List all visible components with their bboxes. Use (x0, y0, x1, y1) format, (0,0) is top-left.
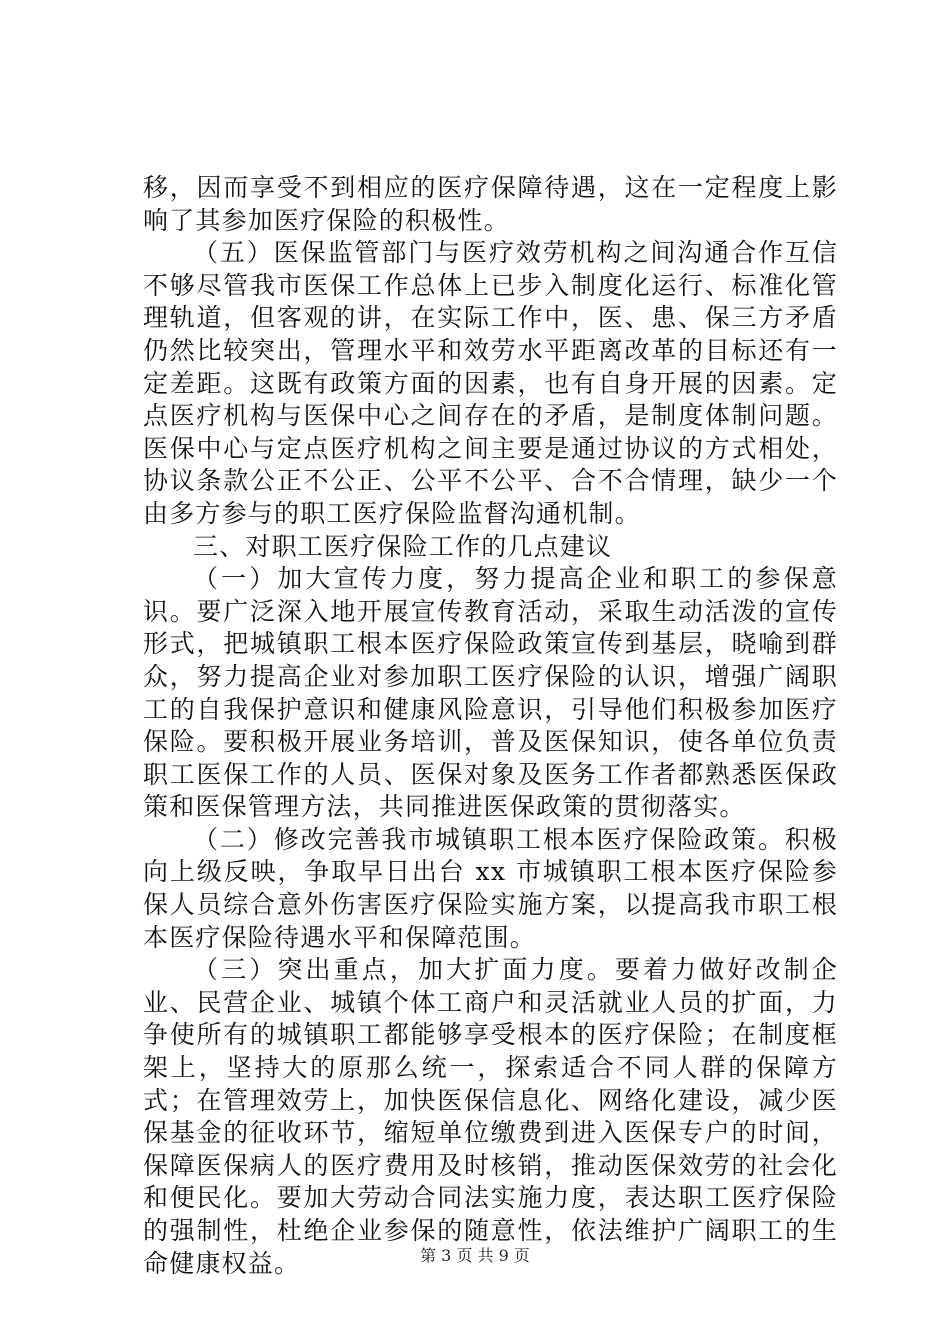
paragraph-section-five: （五）医保监管部门与医疗效劳机构之间沟通合作互信不够尽管我市医保工作总体上已步入制度化运行、标准化管理轨道，但客观的讲，在实际工作中，医、患、保三方矛盾仍然比较突出，管理水平和效劳水平距离改革的目标还有一定差距。这既有政策方面的因素，也有自身开展的因素。定点医疗机构与医保中心之间存在的矛盾，是制度体制问题。医保中心与定点医疗机构之间主要是通过协议的方式相处，协议条款公正不公正、公平不公平、合不合情理，缺少一个由多方参与的职工医疗保险监督沟通机制。 (143, 238, 838, 528)
page-number-footer: 第 3 页 共 9 页 (420, 1246, 530, 1265)
document-body (143, 172, 838, 1280)
section-heading-three: 三、对职工医疗保险工作的几点建议 (193, 531, 613, 561)
paragraph-suggestion-two: （二）修改完善我市城镇职工根本医疗保险政策。积极向上级反映，争取早日出台 xx 市城镇职工根本医疗保险参保人员综合意外伤害医疗保险实施方案，以提高我市职工根本医疗保险待遇水平和保障范围。 (143, 824, 838, 952)
paragraph-suggestion-three: （三）突出重点，加大扩面力度。要着力做好改制企业、民营企业、城镇个体工商户和灵活就业人员的扩面，力争使所有的城镇职工都能够享受根本的医疗保险；在制度框架上，坚持大的原那么统一，探索适合不同人群的保障方式；在管理效劳上，加快医保信息化、网络化建设，减少医保基金的征收环节，缩短单位缴费到进入医保专户的时间，保障医保病人的医疗费用及时核销，推动医保效劳的社会化和便民化。要加大劳动合同法实施力度，表达职工医疗保险的强制性，杜绝企业参保的随意性，依法维护广阔职工的生命健康权益。 (143, 955, 838, 1278)
paragraph-continuation: 移，因而享受不到相应的医疗保障待遇，这在一定程度上影响了其参加医疗保险的积极性。 (143, 173, 838, 235)
paragraph-suggestion-one: （一）加大宣传力度，努力提高企业和职工的参保意识。要广泛深入地开展宣传教育活动，采取生动活泼的宣传形式，把城镇职工根本医疗保险政策宣传到基层，晓喻到群众，努力提高企业对参加职工医疗保险的认识，增强广阔职工的自我保护意识和健康风险意识，引导他们积极参加医疗保险。要积极开展业务培训，普及医保知识，使各单位负责职工医保工作的人员、医保对象及医务工作者都熟悉医保政策和医保管理方法，共同推进医保政策的贯彻落实。 (143, 564, 838, 822)
